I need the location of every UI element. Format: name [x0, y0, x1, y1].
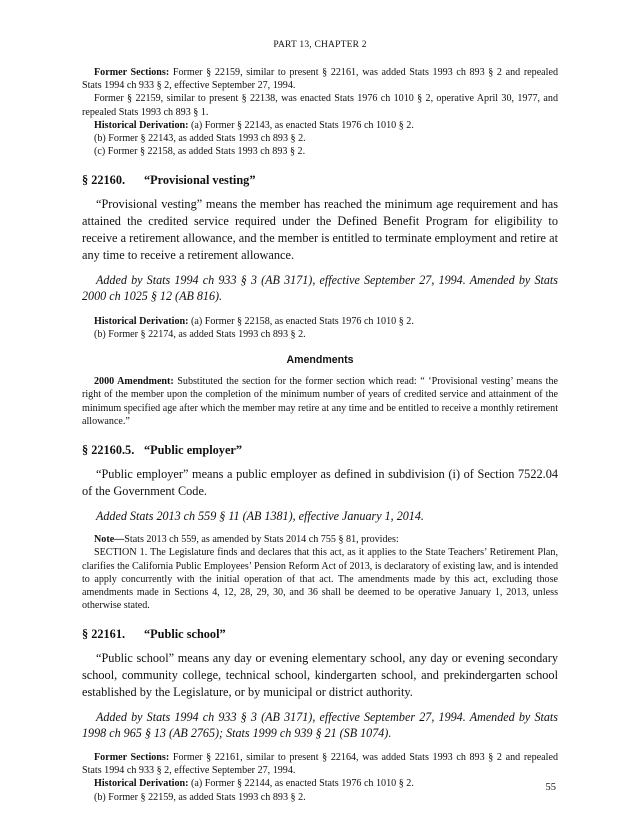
- historical-derivation: [82, 119, 558, 132]
- former-sections-label: Former Sections:: [94, 67, 170, 78]
- section-body-22160: “Provisional vesting” means the member has reached the minimum age requirement and has attained the credited service required under the Defined Benefit Program for eligibility to receive a retirement allowance, and the member is entitled to terminate employment and retire at any time to receive a retirement allowance.: [82, 197, 558, 262]
- section-heading-22161: [82, 626, 558, 642]
- note: [82, 533, 558, 546]
- section-body-22161: “Public school” means any day or evening elementary school, any day or evening secondary school, community college, technical school, kindergarten school, and prekindergarten school established by the Legislature, or by municipal or district authority.: [82, 651, 558, 700]
- section-heading-22160-5: [82, 442, 558, 458]
- former-sections-label: Former Sections:: [94, 752, 170, 763]
- section-heading-22160: [82, 172, 558, 188]
- historical-derivation-22160: [82, 315, 558, 328]
- historical-derivation-b: (b) Former § 22159, as added Stats 1993 ch 893 § 2.: [94, 791, 306, 803]
- section-title: “Public school”: [144, 627, 226, 642]
- historical-derivation-label: Historical Derivation:: [94, 315, 189, 327]
- section-citation-22160-5: Added Stats 2013 ch 559 § 11 (AB 1381), effective January 1, 2014.: [96, 508, 424, 523]
- note-section-1: SECTION 1. The Legislature finds and declares that this act, as it applies to the State Teachers’ Retirement Plan, clarifies the California Public Employees’ Pension Reform Act of 2013, is declaratory of existing law, and is intended to apply concurrently with the initial operation of that act. The amendments made by this act, excluding those amendments made in Sections 4, 12, 28, 29, 30, and 36 shall be deemed to be operative January 1, 2013, unless otherwise stated.: [82, 547, 558, 612]
- historical-derivation-label: Historical Derivation:: [94, 778, 189, 790]
- section-number: § 22160.: [82, 173, 126, 188]
- running-head: PART 13, CHAPTER 2: [273, 40, 367, 50]
- amendments-heading: Amendments: [286, 354, 354, 367]
- section-title: “Provisional vesting”: [144, 173, 256, 188]
- page-content: [82, 64, 558, 804]
- section-number: § 22161.: [82, 627, 126, 642]
- former-sections-text: Former § 22159, similar to present § 22161, was added Stats 1993 ch 893 § 2 and repealed Stats 1994 ch 933 § 2, effective September 27, 1994.: [82, 67, 558, 92]
- former-sections-text-2: Former § 22159, similar to present § 22138, was enacted Stats 1976 ch 1010 § 2, operative April 30, 1977, and repealed Stats 1993 ch 893 § 1.: [82, 93, 558, 118]
- amendment-text: Substituted the section for the former section which read: “ ‘Provisional vesting’ means the right of the member upon the completion of the minimum number of years of credited service and attainment of the minimum specified age after which the member may retire at any time and be entitled to receive a monthly retirement allowance.”: [82, 376, 558, 427]
- historical-derivation-b: (b) Former § 22143, as added Stats 1993 ch 893 § 2.: [94, 133, 306, 145]
- section-title: “Public employer”: [144, 443, 243, 458]
- note-text: Stats 2013 ch 559, as amended by Stats 2014 ch 755 § 81, provides:: [124, 534, 399, 546]
- section-citation-22161: Added by Stats 1994 ch 933 § 3 (AB 3171), effective September 27, 1994. Amended by Stats 1998 ch 965 § 13 (AB 2765); Stats 1999 ch 939 § 21 (SB 1074).: [82, 709, 558, 741]
- amendment-label: 2000 Amendment:: [94, 376, 174, 388]
- former-sections-text: Former § 22161, similar to present § 22164, was added Stats 1993 ch 893 § 2 and repealed Stats 1994 ch 933 § 2, effective September 27, 1994.: [82, 752, 558, 777]
- historical-derivation-b: (b) Former § 22174, as added Stats 1993 ch 893 § 2.: [94, 329, 306, 340]
- section-citation-22160: Added by Stats 1994 ch 933 § 3 (AB 3171), effective September 27, 1994. Amended by Stats 2000 ch 1025 § 12 (AB 816).: [82, 272, 558, 304]
- historical-derivation-c: (c) Former § 22158, as added Stats 1993 ch 893 § 2.: [94, 146, 306, 158]
- former-sections-22161: [82, 751, 558, 777]
- former-sections-note: [82, 66, 558, 92]
- historical-derivation-a: (a) Former § 22143, as enacted Stats 1976 ch 1010 § 2.: [188, 119, 414, 131]
- historical-derivation-a: (a) Former § 22158, as enacted Stats 1976 ch 1010 § 2.: [188, 315, 414, 327]
- historical-derivation-22161: [82, 777, 558, 790]
- page-number: 55: [545, 782, 556, 793]
- amendment-2000: [82, 375, 558, 428]
- note-label: Note—: [94, 534, 125, 546]
- section-body-22160-5: “Public employer” means a public employer as defined in subdivision (i) of Section 7522.04 of the Government Code.: [82, 467, 558, 498]
- section-number: § 22160.5.: [82, 443, 135, 458]
- historical-derivation-label: Historical Derivation:: [94, 119, 189, 131]
- historical-derivation-a: (a) Former § 22144, as enacted Stats 1976 ch 1010 § 2.: [188, 778, 414, 790]
